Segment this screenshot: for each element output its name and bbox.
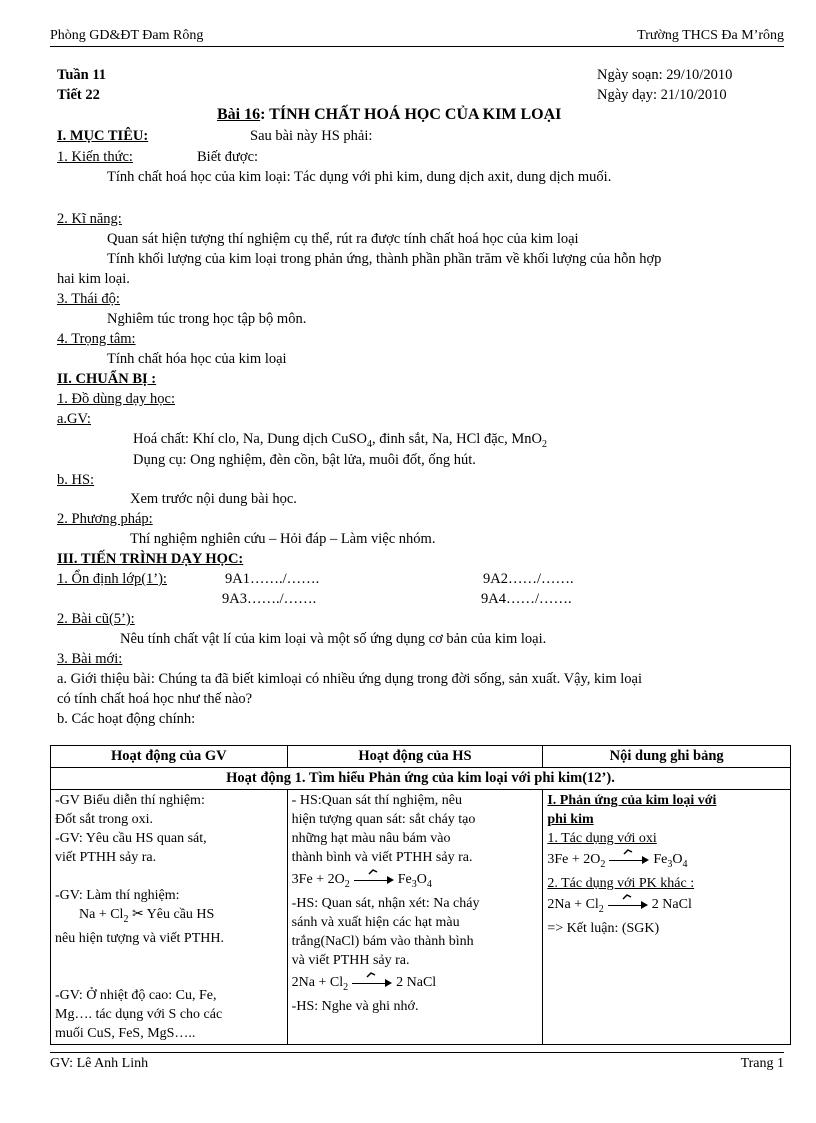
lesson-title xyxy=(217,106,561,124)
chem-sub-1: 4 xyxy=(366,438,372,450)
chem-sub-2: 2 xyxy=(541,438,547,450)
formula-sub: 4 xyxy=(682,858,688,870)
new-lesson-heading: 3. Bài mới: xyxy=(57,651,123,667)
process-heading: III. TIẾN TRÌNH DẠY HỌC: xyxy=(57,551,244,567)
hs-equation-2 xyxy=(292,973,539,997)
old-lesson-heading: 2. Bài cũ(5’): xyxy=(57,611,135,627)
gv-line-na-cl xyxy=(55,905,283,929)
formula-text: 2Na + Cl xyxy=(291,974,344,990)
formula-text: Fe xyxy=(653,852,668,867)
knowledge-heading: 1. Kiến thức: xyxy=(57,149,133,165)
attitude-heading: 3. Thái độ: xyxy=(57,291,120,307)
intro-line-2: có tính chất hoá học như thế nào? xyxy=(57,691,253,707)
note-equation-2 xyxy=(547,895,786,919)
hs-line: -HS: Nghe và ghi nhớ. xyxy=(291,998,419,1014)
hs-line: - HS:Quan sát thí nghiệm, nêu xyxy=(291,793,462,808)
note-conclusion: => Kết luận: (SGK) xyxy=(547,920,660,936)
formula-sub: 2 xyxy=(600,858,606,870)
hs-line: sánh và xuất hiện các hạt màu xyxy=(291,914,460,930)
reaction-arrow-icon xyxy=(354,876,394,884)
note-equation-1 xyxy=(547,850,786,874)
col-header-gv: Hoạt động của GV xyxy=(51,746,288,768)
gv-column xyxy=(51,790,288,1045)
class-9a4: 9A4……/……. xyxy=(481,591,572,607)
class-9a1: 9A1……./……. xyxy=(225,571,320,587)
knowledge-item: Tính chất hoá học của kim loại: Tác dụng với phi kim, dung dịch axit, dung dịch muối. xyxy=(107,169,612,185)
spacer xyxy=(55,967,283,986)
period: Tiết 22 xyxy=(57,87,100,103)
formula-text: 3Fe + 2O xyxy=(547,852,601,867)
table-header-row xyxy=(51,746,791,768)
lesson-name: : TÍNH CHẤT HOÁ HỌC CỦA KIM LOẠI xyxy=(260,106,562,123)
page-footer xyxy=(50,1052,784,1071)
hs-column xyxy=(287,790,543,1045)
gv-line: muối CuS, FeS, MgS….. xyxy=(55,1025,196,1041)
date-prep: Ngày soạn: 29/10/2010 xyxy=(597,67,733,83)
hs-line: và viết PTHH sảy ra. xyxy=(291,952,410,968)
footer-left: GV: Lê Anh Linh xyxy=(50,1056,149,1071)
hs-line: hiện tượng quan sát: sắt cháy tạo xyxy=(291,812,476,827)
hs-line: -HS: Quan sát, nhận xét: Na cháy xyxy=(291,895,480,911)
header-left: Phòng GD&ĐT Đam Rông xyxy=(50,28,204,43)
gv-line: nêu hiện tượng và viết PTHH. xyxy=(55,930,224,946)
formula-sub: 4 xyxy=(426,878,432,890)
skills-item-1: Quan sát hiện tượng thí nghiệm cụ thể, rút ra được tính chất hoá học của kim loại xyxy=(107,231,579,247)
formula-sub: 2 xyxy=(343,981,349,993)
hs-heading: b. HS: xyxy=(57,472,95,488)
hs-item: Xem trước nội dung bài học. xyxy=(130,491,297,507)
formula-sub: 3 xyxy=(667,858,673,870)
page-header xyxy=(50,26,784,47)
activity-title-row xyxy=(51,768,791,790)
note-title: phi kim xyxy=(547,812,594,827)
prep-heading: II. CHUẨN BỊ : xyxy=(57,371,157,387)
chem-text-2: , đinh sắt, Na, HCl đặc, MnO xyxy=(371,431,542,447)
formula-text: 2 NaCl xyxy=(396,974,437,990)
hs-equation-1 xyxy=(292,870,539,894)
reaction-arrow-icon xyxy=(608,901,648,909)
focus-item: Tính chất hóa học của kim loại xyxy=(107,351,287,367)
objectives-intro: Sau bài này HS phải: xyxy=(250,128,373,144)
old-lesson-item: Nêu tính chất vật lí của kim loại và một số ứng dụng cơ bản của kim loại. xyxy=(120,631,547,647)
spacer xyxy=(55,948,283,967)
reaction-arrow-icon xyxy=(352,979,392,987)
attitude-item: Nghiêm túc trong học tập bộ môn. xyxy=(107,311,307,327)
hs-line: thành bình và viết PTHH sảy ra. xyxy=(291,850,473,865)
tools-heading: 1. Đồ dùng dạy học: xyxy=(57,391,175,407)
stabilize-heading: 1. Ổn định lớp(1’): xyxy=(57,571,167,587)
gv-text: ✂ Yêu cầu HS xyxy=(128,907,215,922)
formula-sub: 2 xyxy=(598,903,604,915)
reaction-arrow-icon xyxy=(609,856,649,864)
activity-content-row xyxy=(51,790,791,1045)
gv-line: -GV Biểu diễn thí nghiệm: xyxy=(55,793,205,808)
activities-label: b. Các hoạt động chính: xyxy=(57,711,196,727)
spacer xyxy=(55,867,283,886)
gv-line: -GV: Ở nhiệt độ cao: Cu, Fe, xyxy=(55,987,217,1003)
formula-sub: 2 xyxy=(344,878,350,890)
gv-line: -GV: Làm thí nghiệm: xyxy=(55,888,180,903)
formula-text: 2Na + Cl xyxy=(547,896,599,912)
skills-item-2: Tính khối lượng của kim loại trong phản ứng, thành phần phần trăm về khối lượng của hỗn hợp xyxy=(107,251,662,267)
method-item: Thí nghiệm nghiên cứu – Hỏi đáp – Làm việc nhóm. xyxy=(130,531,436,547)
skills-heading: 2. Kĩ năng: xyxy=(57,211,122,227)
gv-line: Mg…. tác dụng với S cho các xyxy=(55,1006,223,1022)
formula-text: 2 NaCl xyxy=(651,896,692,912)
header-right: Trường THCS Đa M’rông xyxy=(637,28,784,43)
formula-text: 3Fe + 2O xyxy=(291,872,345,887)
equipment: Dụng cụ: Ong nghiệm, đèn cồn, bật lửa, muôi đốt, ống hút. xyxy=(133,452,476,468)
knowledge-intro: Biết được: xyxy=(197,149,259,165)
lesson-number: Bài 16 xyxy=(217,106,261,123)
col-header-note: Nội dung ghi bảng xyxy=(543,746,791,768)
focus-heading: 4. Trọng tâm: xyxy=(57,331,136,347)
note-title: I. Phản ứng của kim loại với xyxy=(547,793,717,808)
hs-line: những hạt màu nâu bám vào xyxy=(291,831,451,846)
date-teach: Ngày dạy: 21/10/2010 xyxy=(597,87,727,103)
class-9a3: 9A3……./……. xyxy=(222,591,317,607)
formula-sub: 3 xyxy=(411,878,417,890)
week: Tuần 11 xyxy=(57,67,107,83)
gv-line: -GV: Yêu cầu HS quan sát, xyxy=(55,831,207,846)
formula-text: O xyxy=(416,872,427,887)
note-subheading: 2. Tác dụng với PK khác : xyxy=(547,875,695,891)
formula-text: Na + Cl xyxy=(79,907,124,922)
chem-text-1: Hoá chất: Khí clo, Na, Dung dịch CuSO xyxy=(133,431,367,447)
objectives-heading: I. MỤC TIÊU: xyxy=(57,128,149,144)
formula-text: Fe xyxy=(397,872,412,887)
hs-line: trắng(NaCl) bám vào thành bình xyxy=(291,933,474,949)
activity-table xyxy=(50,745,791,1045)
class-9a2: 9A2……/……. xyxy=(483,571,574,587)
intro-line-1: a. Giới thiệu bài: Chúng ta đã biết kimloại có nhiều ứng dụng trong đời sống, sản xuất. Vậy, kim loại xyxy=(57,671,642,687)
formula-sub: 2 xyxy=(123,913,129,925)
activity-title: Hoạt động 1. Tìm hiểu Phản ứng của kim loại với phi kim(12’). xyxy=(51,768,791,790)
note-column xyxy=(543,790,791,1045)
note-subheading: 1. Tác dụng với oxi xyxy=(547,831,657,846)
formula-text: O xyxy=(672,852,683,867)
method-heading: 2. Phương pháp: xyxy=(57,511,153,527)
footer-right: Trang 1 xyxy=(740,1056,784,1071)
col-header-hs: Hoạt động của HS xyxy=(287,746,543,768)
skills-item-2-cont: hai kim loại. xyxy=(57,271,130,287)
gv-line: viết PTHH sảy ra. xyxy=(55,850,157,865)
gv-heading: a.GV: xyxy=(57,411,91,427)
gv-line: Đốt sắt trong oxi. xyxy=(55,812,153,827)
